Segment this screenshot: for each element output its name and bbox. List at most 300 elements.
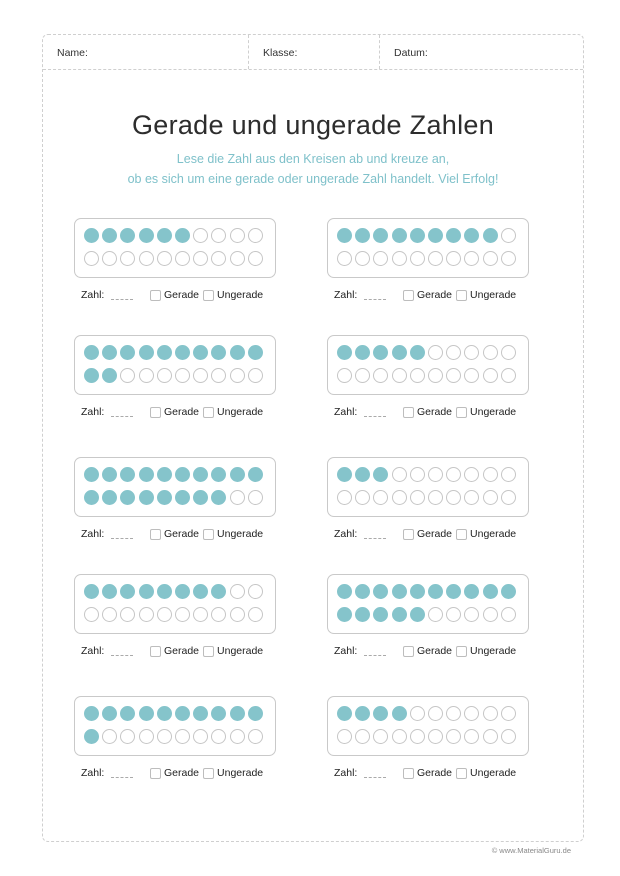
filled-circle: [501, 584, 516, 599]
filled-circle: [120, 228, 135, 243]
circle-row: [84, 368, 263, 383]
task-1: [74, 218, 284, 301]
empty-circle: [501, 706, 516, 721]
filled-circle: [211, 706, 226, 721]
empty-circle: [446, 368, 461, 383]
task-8: [327, 574, 537, 657]
filled-circle: [248, 345, 263, 360]
empty-circle: [211, 251, 226, 266]
empty-circle: [355, 368, 370, 383]
answer-row: [334, 767, 520, 779]
number-blank[interactable]: [364, 290, 386, 300]
filled-circle: [248, 467, 263, 482]
empty-circle: [139, 729, 154, 744]
class-field[interactable]: [249, 35, 380, 69]
empty-circle: [102, 607, 117, 622]
empty-circle: [120, 607, 135, 622]
empty-circle: [392, 490, 407, 505]
empty-circle: [248, 251, 263, 266]
circle-row: [84, 607, 263, 622]
zahl-label: Zahl:: [334, 645, 358, 657]
circle-row: [84, 467, 263, 482]
ungerade-checkbox[interactable]: [203, 646, 214, 657]
circle-row: [337, 607, 516, 622]
empty-circle: [193, 368, 208, 383]
empty-circle: [355, 490, 370, 505]
ungerade-label: Ungerade: [217, 528, 264, 540]
empty-circle: [211, 729, 226, 744]
instruction-line-1: Lese die Zahl aus den Kreisen ab und kreuze an,: [176, 152, 450, 166]
filled-circle: [373, 467, 388, 482]
filled-circle: [211, 467, 226, 482]
filled-circle: [175, 228, 190, 243]
number-blank[interactable]: [111, 646, 133, 656]
filled-circle: [102, 368, 117, 383]
gerade-label: Gerade: [417, 289, 453, 301]
filled-circle: [373, 607, 388, 622]
task-9: [74, 696, 284, 779]
empty-circle: [428, 706, 443, 721]
empty-circle: [446, 490, 461, 505]
empty-circle: [248, 584, 263, 599]
empty-circle: [464, 607, 479, 622]
filled-circle: [193, 467, 208, 482]
date-label: Datum:: [394, 47, 428, 59]
answer-row: [81, 767, 267, 779]
empty-circle: [464, 368, 479, 383]
empty-circle: [483, 729, 498, 744]
empty-circle: [464, 345, 479, 360]
number-blank[interactable]: [111, 768, 133, 778]
zahl-label: Zahl:: [81, 528, 105, 540]
filled-circle: [157, 228, 172, 243]
filled-circle: [392, 345, 407, 360]
filled-circle: [337, 467, 352, 482]
gerade-checkbox[interactable]: [403, 407, 414, 418]
circle-frame: [74, 218, 276, 278]
zahl-label: Zahl:: [81, 645, 105, 657]
filled-circle: [193, 706, 208, 721]
empty-circle: [428, 490, 443, 505]
filled-circle: [355, 345, 370, 360]
circle-row: [337, 490, 516, 505]
empty-circle: [483, 467, 498, 482]
circle-row: [337, 729, 516, 744]
gerade-checkbox[interactable]: [403, 290, 414, 301]
answer-row: [334, 645, 520, 657]
filled-circle: [175, 584, 190, 599]
filled-circle: [373, 584, 388, 599]
filled-circle: [248, 706, 263, 721]
number-blank[interactable]: [364, 407, 386, 417]
filled-circle: [355, 607, 370, 622]
empty-circle: [230, 228, 245, 243]
filled-circle: [355, 706, 370, 721]
filled-circle: [120, 345, 135, 360]
empty-circle: [428, 607, 443, 622]
empty-circle: [248, 490, 263, 505]
empty-circle: [428, 729, 443, 744]
ungerade-checkbox[interactable]: [456, 290, 467, 301]
filled-circle: [211, 584, 226, 599]
empty-circle: [410, 706, 425, 721]
task-4: [327, 335, 537, 418]
number-blank[interactable]: [111, 407, 133, 417]
filled-circle: [120, 706, 135, 721]
filled-circle: [120, 490, 135, 505]
filled-circle: [230, 345, 245, 360]
task-5: [74, 457, 284, 540]
circle-row: [84, 706, 263, 721]
ungerade-label: Ungerade: [217, 289, 264, 301]
filled-circle: [337, 228, 352, 243]
empty-circle: [337, 251, 352, 266]
zahl-label: Zahl:: [334, 406, 358, 418]
number-blank[interactable]: [364, 529, 386, 539]
filled-circle: [175, 490, 190, 505]
gerade-label: Gerade: [164, 645, 200, 657]
filled-circle: [464, 228, 479, 243]
circle-frame: [74, 457, 276, 517]
empty-circle: [139, 368, 154, 383]
page-title: Gerade und ungerade Zahlen: [131, 110, 495, 140]
empty-circle: [355, 729, 370, 744]
circle-frame: [74, 574, 276, 634]
empty-circle: [230, 251, 245, 266]
filled-circle: [157, 584, 172, 599]
empty-circle: [410, 729, 425, 744]
empty-circle: [157, 368, 172, 383]
empty-circle: [501, 251, 516, 266]
empty-circle: [392, 729, 407, 744]
date-field[interactable]: [380, 35, 583, 69]
filled-circle: [139, 467, 154, 482]
circle-frame: [74, 696, 276, 756]
circle-row: [84, 490, 263, 505]
empty-circle: [175, 251, 190, 266]
empty-circle: [157, 251, 172, 266]
ungerade-checkbox[interactable]: [456, 768, 467, 779]
header-row: [43, 35, 583, 70]
ungerade-checkbox[interactable]: [203, 768, 214, 779]
filled-circle: [392, 706, 407, 721]
empty-circle: [211, 607, 226, 622]
filled-circle: [139, 490, 154, 505]
gerade-checkbox[interactable]: [150, 646, 161, 657]
gerade-checkbox[interactable]: [403, 768, 414, 779]
empty-circle: [446, 729, 461, 744]
circle-row: [337, 368, 516, 383]
number-blank[interactable]: [364, 646, 386, 656]
task-3: [74, 335, 284, 418]
empty-circle: [446, 251, 461, 266]
ungerade-label: Ungerade: [470, 767, 517, 779]
number-blank[interactable]: [111, 529, 133, 539]
circle-row: [84, 228, 263, 243]
empty-circle: [483, 706, 498, 721]
circle-frame: [327, 218, 529, 278]
filled-circle: [120, 584, 135, 599]
empty-circle: [120, 251, 135, 266]
filled-circle: [355, 228, 370, 243]
empty-circle: [373, 251, 388, 266]
filled-circle: [337, 706, 352, 721]
empty-circle: [120, 729, 135, 744]
ungerade-label: Ungerade: [217, 406, 264, 418]
empty-circle: [501, 607, 516, 622]
filled-circle: [392, 228, 407, 243]
filled-circle: [84, 467, 99, 482]
filled-circle: [428, 228, 443, 243]
empty-circle: [446, 706, 461, 721]
filled-circle: [392, 584, 407, 599]
copyright-footer: © www.MaterialGuru.de: [491, 846, 571, 855]
empty-circle: [501, 729, 516, 744]
empty-circle: [157, 607, 172, 622]
circle-row: [337, 345, 516, 360]
empty-circle: [483, 345, 498, 360]
filled-circle: [355, 467, 370, 482]
answer-row: [334, 406, 520, 418]
filled-circle: [193, 345, 208, 360]
ungerade-label: Ungerade: [217, 767, 264, 779]
filled-circle: [337, 607, 352, 622]
filled-circle: [392, 607, 407, 622]
empty-circle: [501, 368, 516, 383]
empty-circle: [410, 490, 425, 505]
filled-circle: [175, 467, 190, 482]
ungerade-label: Ungerade: [217, 645, 264, 657]
number-blank[interactable]: [364, 768, 386, 778]
empty-circle: [230, 729, 245, 744]
empty-circle: [248, 368, 263, 383]
empty-circle: [230, 584, 245, 599]
filled-circle: [193, 490, 208, 505]
filled-circle: [139, 345, 154, 360]
empty-circle: [373, 490, 388, 505]
answer-row: [81, 406, 267, 418]
filled-circle: [102, 584, 117, 599]
empty-circle: [193, 228, 208, 243]
empty-circle: [446, 467, 461, 482]
circle-frame: [327, 457, 529, 517]
empty-circle: [464, 467, 479, 482]
empty-circle: [428, 345, 443, 360]
filled-circle: [84, 729, 99, 744]
empty-circle: [157, 729, 172, 744]
empty-circle: [464, 729, 479, 744]
ungerade-label: Ungerade: [470, 289, 517, 301]
empty-circle: [84, 607, 99, 622]
circle-row: [84, 729, 263, 744]
empty-circle: [230, 368, 245, 383]
circle-frame: [327, 335, 529, 395]
empty-circle: [410, 467, 425, 482]
answer-row: [334, 289, 520, 301]
empty-circle: [501, 345, 516, 360]
filled-circle: [230, 706, 245, 721]
gerade-label: Gerade: [417, 406, 453, 418]
filled-circle: [355, 584, 370, 599]
empty-circle: [355, 251, 370, 266]
empty-circle: [230, 607, 245, 622]
empty-circle: [248, 228, 263, 243]
gerade-label: Gerade: [164, 289, 200, 301]
empty-circle: [211, 368, 226, 383]
filled-circle: [157, 490, 172, 505]
empty-circle: [248, 607, 263, 622]
empty-circle: [139, 251, 154, 266]
empty-circle: [501, 490, 516, 505]
instruction-line-2: ob es sich um eine gerade oder ungerade Zahl handelt. Viel Erfolg!: [127, 172, 499, 186]
empty-circle: [464, 490, 479, 505]
task-2: [327, 218, 537, 301]
empty-circle: [373, 368, 388, 383]
empty-circle: [193, 729, 208, 744]
filled-circle: [84, 345, 99, 360]
ungerade-label: Ungerade: [470, 406, 517, 418]
filled-circle: [373, 345, 388, 360]
filled-circle: [464, 584, 479, 599]
gerade-label: Gerade: [417, 528, 453, 540]
empty-circle: [483, 251, 498, 266]
filled-circle: [410, 607, 425, 622]
zahl-label: Zahl:: [81, 289, 105, 301]
filled-circle: [139, 228, 154, 243]
empty-circle: [230, 490, 245, 505]
number-blank[interactable]: [111, 290, 133, 300]
ungerade-checkbox[interactable]: [203, 290, 214, 301]
empty-circle: [483, 490, 498, 505]
ungerade-label: Ungerade: [470, 645, 517, 657]
filled-circle: [139, 706, 154, 721]
filled-circle: [211, 345, 226, 360]
ungerade-checkbox[interactable]: [456, 529, 467, 540]
filled-circle: [337, 584, 352, 599]
empty-circle: [175, 729, 190, 744]
ungerade-checkbox[interactable]: [203, 529, 214, 540]
gerade-label: Gerade: [164, 528, 200, 540]
filled-circle: [102, 490, 117, 505]
zahl-label: Zahl:: [334, 528, 358, 540]
circle-row: [337, 467, 516, 482]
name-label: Name:: [57, 47, 88, 59]
empty-circle: [446, 345, 461, 360]
filled-circle: [120, 467, 135, 482]
filled-circle: [175, 706, 190, 721]
answer-row: [81, 645, 267, 657]
empty-circle: [428, 251, 443, 266]
filled-circle: [84, 584, 99, 599]
empty-circle: [211, 228, 226, 243]
gerade-label: Gerade: [417, 645, 453, 657]
empty-circle: [193, 607, 208, 622]
ungerade-label: Ungerade: [470, 528, 517, 540]
filled-circle: [193, 584, 208, 599]
filled-circle: [157, 467, 172, 482]
gerade-label: Gerade: [417, 767, 453, 779]
empty-circle: [410, 368, 425, 383]
gerade-checkbox[interactable]: [150, 290, 161, 301]
empty-circle: [464, 251, 479, 266]
zahl-label: Zahl:: [81, 767, 105, 779]
filled-circle: [102, 345, 117, 360]
empty-circle: [139, 607, 154, 622]
task-10: [327, 696, 537, 779]
name-field[interactable]: [43, 35, 249, 69]
empty-circle: [337, 368, 352, 383]
empty-circle: [175, 607, 190, 622]
empty-circle: [483, 607, 498, 622]
circle-row: [337, 228, 516, 243]
filled-circle: [483, 228, 498, 243]
ungerade-checkbox[interactable]: [456, 407, 467, 418]
circle-row: [337, 584, 516, 599]
filled-circle: [84, 368, 99, 383]
circle-row: [337, 251, 516, 266]
empty-circle: [428, 368, 443, 383]
filled-circle: [373, 228, 388, 243]
task-7: [74, 574, 284, 657]
filled-circle: [211, 490, 226, 505]
filled-circle: [102, 467, 117, 482]
gerade-checkbox[interactable]: [403, 646, 414, 657]
gerade-checkbox[interactable]: [150, 407, 161, 418]
filled-circle: [84, 490, 99, 505]
empty-circle: [428, 467, 443, 482]
filled-circle: [446, 584, 461, 599]
filled-circle: [139, 584, 154, 599]
gerade-label: Gerade: [164, 406, 200, 418]
filled-circle: [84, 706, 99, 721]
gerade-checkbox[interactable]: [403, 529, 414, 540]
filled-circle: [157, 706, 172, 721]
filled-circle: [157, 345, 172, 360]
gerade-checkbox[interactable]: [150, 768, 161, 779]
empty-circle: [193, 251, 208, 266]
circle-row: [84, 251, 263, 266]
empty-circle: [501, 467, 516, 482]
empty-circle: [120, 368, 135, 383]
filled-circle: [410, 345, 425, 360]
circle-row: [337, 706, 516, 721]
empty-circle: [446, 607, 461, 622]
gerade-checkbox[interactable]: [150, 529, 161, 540]
instructions: [42, 149, 584, 189]
ungerade-checkbox[interactable]: [456, 646, 467, 657]
ungerade-checkbox[interactable]: [203, 407, 214, 418]
zahl-label: Zahl:: [334, 767, 358, 779]
filled-circle: [410, 584, 425, 599]
empty-circle: [248, 729, 263, 744]
filled-circle: [102, 706, 117, 721]
task-6: [327, 457, 537, 540]
class-label: Klasse:: [263, 47, 298, 59]
answer-row: [81, 528, 267, 540]
filled-circle: [446, 228, 461, 243]
empty-circle: [501, 228, 516, 243]
circle-row: [84, 584, 263, 599]
empty-circle: [337, 729, 352, 744]
empty-circle: [392, 368, 407, 383]
answer-row: [334, 528, 520, 540]
circle-frame: [327, 574, 529, 634]
empty-circle: [373, 729, 388, 744]
empty-circle: [175, 368, 190, 383]
empty-circle: [84, 251, 99, 266]
empty-circle: [102, 251, 117, 266]
gerade-label: Gerade: [164, 767, 200, 779]
